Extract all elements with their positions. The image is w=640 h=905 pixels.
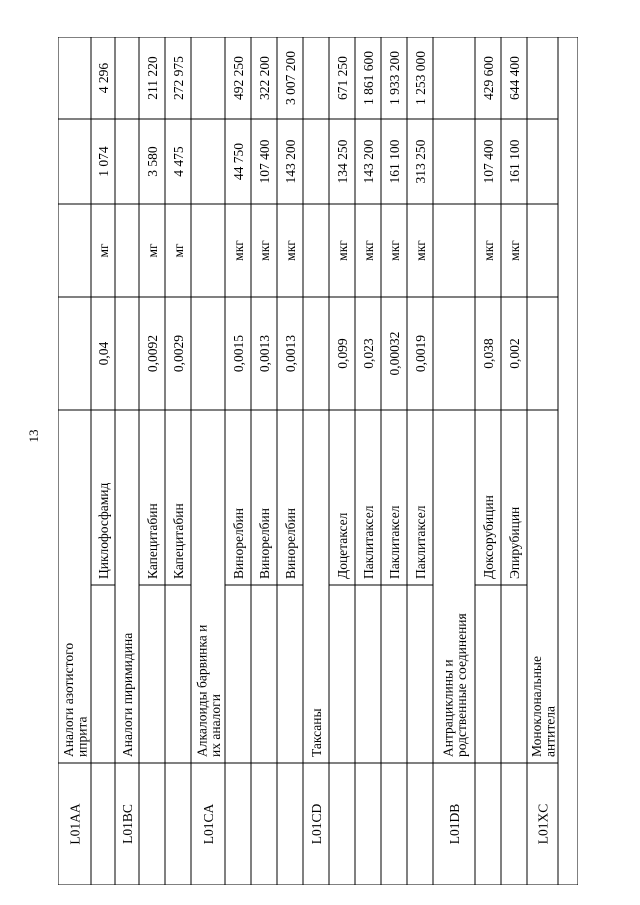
table-cell-drug: Капецитабин <box>171 503 186 579</box>
drug-table-grid <box>58 37 578 885</box>
table-cell-dose: 0,0029 <box>171 334 186 373</box>
table-cell-total: 272 975 <box>171 56 186 100</box>
table-cell-dose: 0,0013 <box>283 334 298 373</box>
table-cell-unit: мг <box>171 243 186 258</box>
page-number: 13 <box>26 429 41 443</box>
table-cell-drug: Винорелбин <box>283 507 298 579</box>
table-cell-total: 3 007 200 <box>283 51 298 105</box>
table-cell-unit: мкг <box>257 240 272 261</box>
table-cell-total: 211 220 <box>145 56 160 100</box>
table-cell-dose: 0,0019 <box>413 334 428 373</box>
table-cell-unit: мкг <box>481 240 496 261</box>
table-cell-drug: Винорелбин <box>231 507 246 579</box>
table-cell-total: 429 600 <box>481 56 496 100</box>
table-cell-total: 671 250 <box>335 56 350 100</box>
table-cell-price: 3 580 <box>145 146 160 177</box>
table-cell-dose: 0,0092 <box>145 334 160 373</box>
table-cell-group: Алкалоиды барвинка иих аналоги <box>194 624 223 757</box>
table-cell-dose: 0,04 <box>96 341 111 366</box>
table-cell-unit: мкг <box>361 240 376 261</box>
table-cell-drug: Винорелбин <box>257 507 272 579</box>
table-cell-code: L01DB <box>447 803 462 845</box>
table-cell-total: 1 861 600 <box>361 51 376 105</box>
table-cell-group: Антрациклины иродственные соединения <box>440 613 469 757</box>
table-cell-drug: Циклофосфамид <box>96 482 111 579</box>
table-cell-unit: мкг <box>231 240 246 261</box>
table-cell-price: 44 750 <box>231 142 246 181</box>
table-cell-price: 143 200 <box>283 139 298 184</box>
table-cell-code: L01CD <box>309 803 324 845</box>
table-cell-dose: 0,0013 <box>257 334 272 373</box>
table-cell-total: 4 296 <box>96 62 111 94</box>
table-cell-unit: мкг <box>387 240 402 261</box>
table-cell-dose: 0,099 <box>335 338 350 369</box>
table-cell-dose: 0,002 <box>507 338 522 369</box>
table-cell-price: 161 100 <box>507 139 522 184</box>
table-cell-group: Моноклональныеантитела <box>528 656 558 757</box>
table-cell-group: Аналоги азотистогоиприта <box>60 642 90 757</box>
table-cell-total: 1 253 000 <box>413 51 428 105</box>
table-cell-total: 322 200 <box>257 56 272 100</box>
table-cell-drug: Паклитаксел <box>387 505 402 579</box>
table-cell-drug: Паклитаксел <box>413 505 428 579</box>
table-cell-total: 1 933 200 <box>387 51 402 105</box>
drug-table <box>58 37 578 885</box>
table-cell-unit: мг <box>96 243 111 258</box>
table-cell-price: 143 200 <box>361 139 376 184</box>
table-cell-drug: Эпирубицин <box>507 506 522 579</box>
table-cell-price: 107 400 <box>257 139 272 184</box>
table-cell-price: 161 100 <box>387 139 402 184</box>
table-cell-group: Аналоги пиримидина <box>120 632 135 757</box>
table-cell-unit: мкг <box>335 240 350 261</box>
table-cell-dose: 0,00032 <box>387 331 402 376</box>
table-cell-unit: мг <box>145 243 160 258</box>
table-cell-dose: 0,0015 <box>231 334 246 373</box>
table-cell-code: L01CA <box>201 803 216 845</box>
table-cell-total: 492 250 <box>231 56 246 100</box>
table-cell-price: 313 250 <box>413 139 428 184</box>
table-cell-drug: Паклитаксел <box>361 505 376 579</box>
table-cell-unit: мкг <box>283 240 298 261</box>
table-cell-price: 107 400 <box>481 139 496 184</box>
table-cell-group: Таксаны <box>309 708 324 757</box>
table-cell-price: 4 475 <box>171 146 186 177</box>
table-cell-drug: Доксорубицин <box>481 495 496 579</box>
table-cell-code: L01BC <box>120 804 135 844</box>
table-cell-unit: мкг <box>413 240 428 261</box>
table-cell-dose: 0,038 <box>481 338 496 369</box>
table-cell-price: 134 250 <box>335 139 350 184</box>
table-cell-price: 1 074 <box>96 146 111 177</box>
table-cell-code: L01AA <box>67 803 83 845</box>
table-cell-code: L01XC <box>535 803 551 845</box>
table-cell-total: 644 400 <box>507 56 522 100</box>
table-cell-drug: Капецитабин <box>145 503 160 579</box>
table-cell-dose: 0,023 <box>361 338 376 369</box>
table-cell-drug: Доцетаксел <box>335 512 350 579</box>
table-cell-unit: мкг <box>507 240 522 261</box>
